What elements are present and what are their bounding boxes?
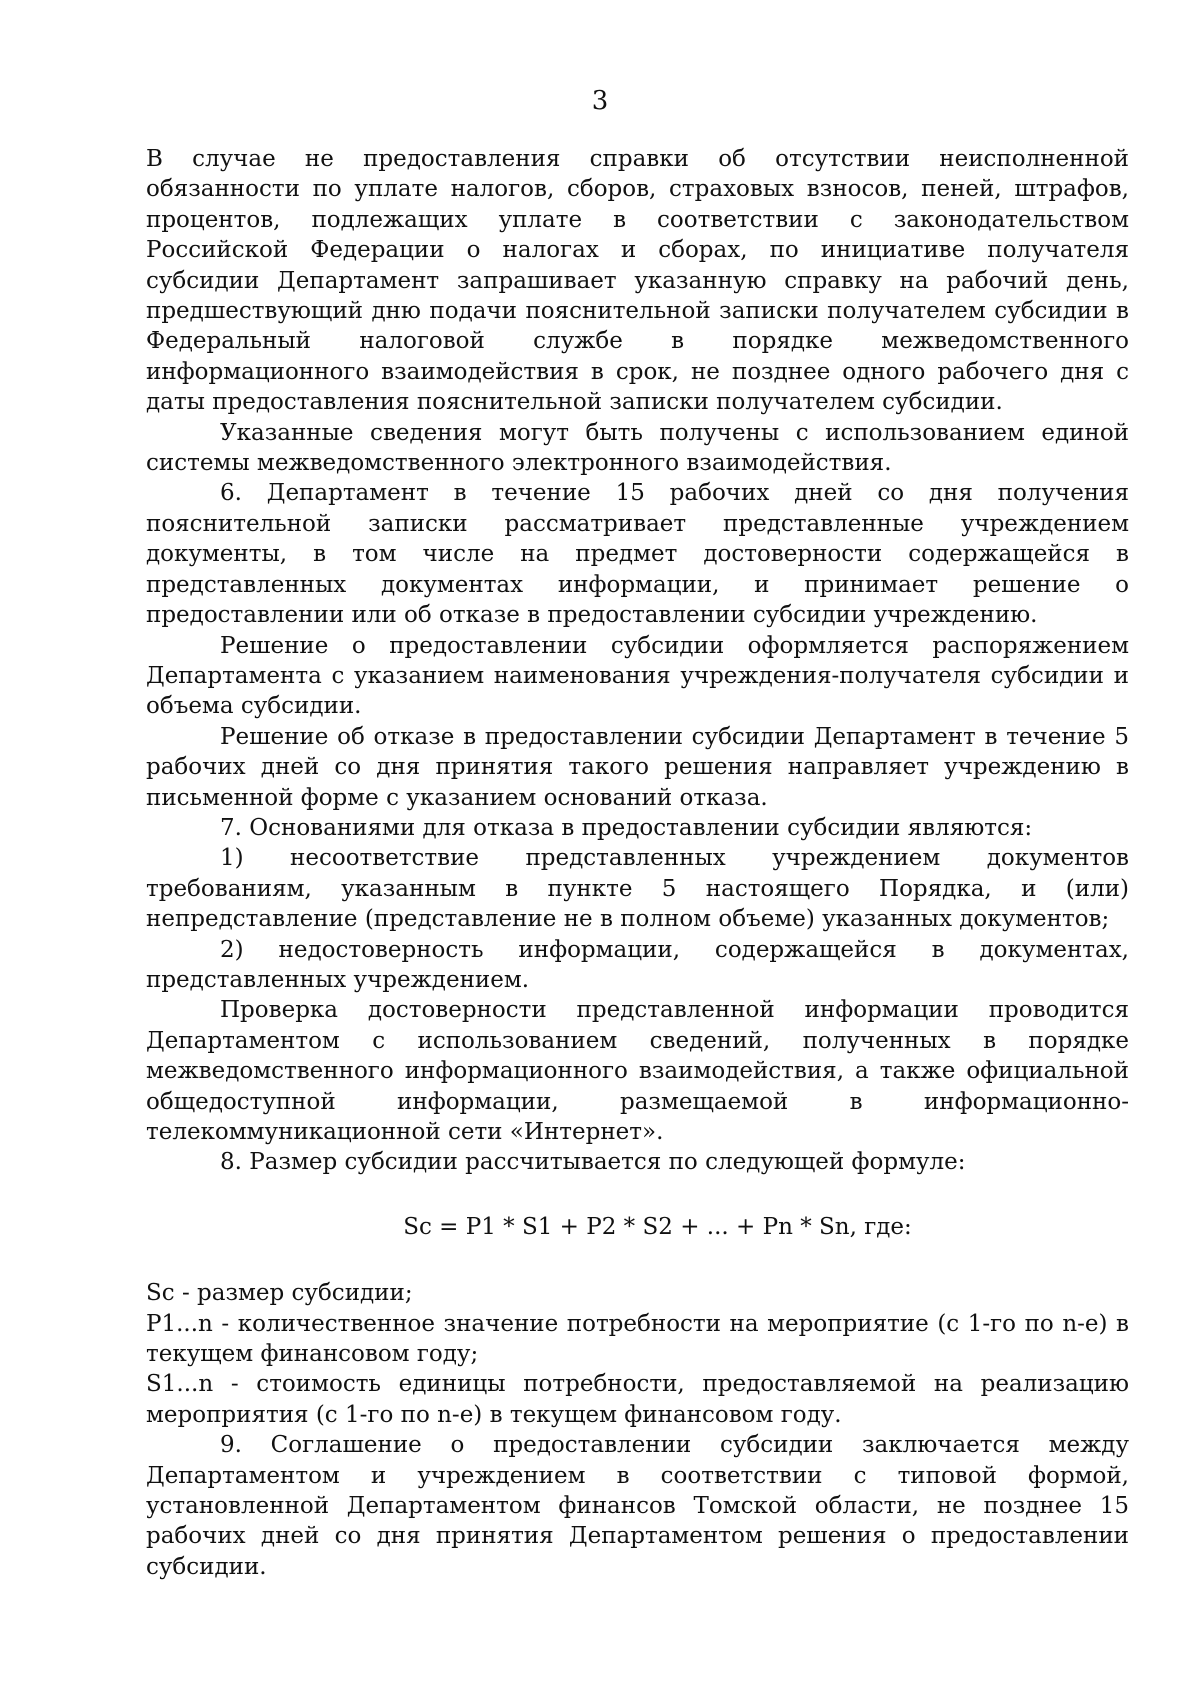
paragraph-decision-refusal: Решение об отказе в предоставлении субсидии Департамент в течение 5 рабочих дней со дня принятия такого решения направляет учреждению в письменной форме с указанием оснований отказа. — [146, 723, 1129, 811]
paragraph-item-9: 9. Соглашение о предоставлении субсидии заключается между Департаментом и учреждением в соответствии с типовой формой, установленной Департаментом финансов Томской области, не позднее 15 рабочих дней со дня принятия Департаментом решения о предоставлении субсидии. — [146, 1432, 1129, 1580]
paragraph-item-6: 6. Департамент в течение 15 рабочих дней со дня получения пояснительной записки рассматривает представленные учреждением документы, в том числе на предмет достоверности содержащейся в представленных документах информации, и принимает решение о предоставлении или об отказе в предоставлении субсидии учреждению. — [146, 480, 1129, 629]
paragraph-verification: Проверка достоверности представленной информации проводится Департаментом с использованием сведений, полученных в порядке межведомственного информационного взаимодействия, а также официальной общедоступной информации, размещаемой в информационно-телекоммуникационной сети «Интернет». — [146, 997, 1129, 1145]
subsidy-formula: Sc = P1 * S1 + P2 * S2 + ... + Pn * Sn, где: — [403, 1213, 912, 1240]
paragraph-interagency-system: Указанные сведения могут быть получены с использованием единой системы межведомственного электронного взаимодействия. — [146, 419, 1129, 477]
definition-s: S1...n - стоимость единицы потребности, предоставляемой на реализацию мероприятия (с 1-го по n-е) в текущем финансовом году. — [146, 1371, 1129, 1428]
document-body — [146, 144, 1129, 1582]
paragraph-decision-grant: Решение о предоставлении субсидии оформляется распоряжением Департамента с указанием наименования учреждения-получателя субсидии и объема субсидии. — [146, 632, 1129, 720]
definition-p: P1...n - количественное значение потребности на мероприятие (с 1-го по n-е) в текущем финансовом году; — [146, 1310, 1129, 1368]
paragraph-item-7-2: 2) недостоверность информации, содержащейся в документах, представленных учреждением. — [146, 936, 1129, 993]
paragraph-certificate-request: В случае не предоставления справки об отсутствии неисполненной обязанности по уплате налогов, сборов, страховых взносов, пеней, штрафов, процентов, подлежащих уплате в соответствии с законодательством Российской Федерации о налогах и сборах, по инициативе получателя субсидии Департамент запрашивает указанную справку на рабочий день, предшествующий дню подачи пояснительной записки получателем субсидии в Федеральный налоговой службе в порядке межведомственного информационного взаимодействия в срок, не позднее одного рабочего дня с даты предоставления пояснительной записки получателем субсидии. — [146, 146, 1129, 416]
paragraph-item-7: 7. Основаниями для отказа в предоставлении субсидии являются: — [220, 814, 1033, 841]
paragraph-item-8: 8. Размер субсидии рассчитывается по следующей формуле: — [220, 1149, 966, 1176]
paragraph-item-7-1: 1) несоответствие представленных учреждением документов требованиям, указанным в пункте 5 настоящего Порядка, и (или) непредставление (представление не в полном объеме) указанных документов; — [146, 845, 1129, 933]
page-number: 3 — [591, 86, 609, 116]
definition-sc: Sc - размер субсидии; — [146, 1280, 413, 1307]
